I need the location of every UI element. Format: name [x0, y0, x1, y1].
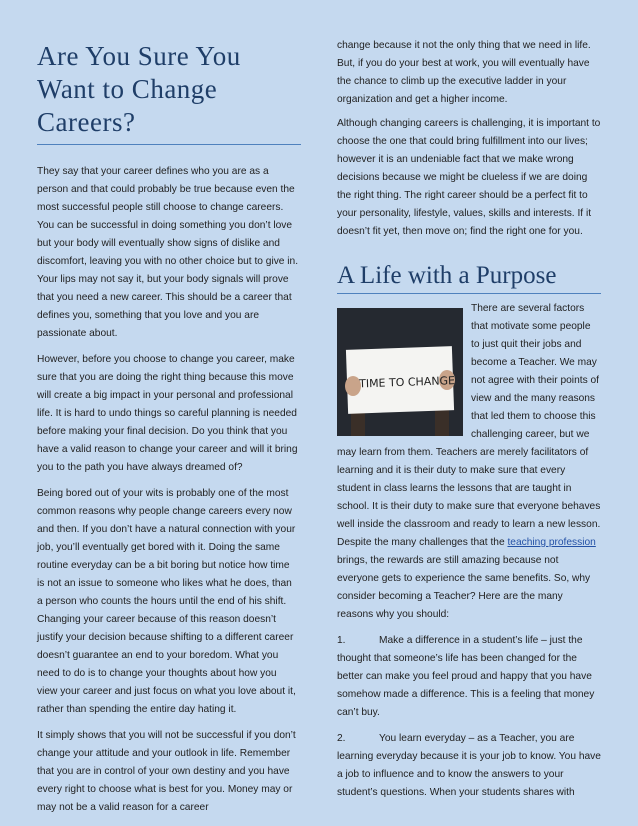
purpose-paragraph	[337, 300, 601, 624]
section-rule	[337, 293, 601, 294]
sign-text: TIME TO CHANGE	[358, 374, 456, 391]
paragraph: However, before you choose to change you career, make sure that you are doing the right thing because this move will create a big impact in your personal and professional life. It is hard to undo things so careful planning is needed before making your final decision. Do you think that you have a valid reason to change your career and will it bring you to the path you have always dreamed of?	[37, 354, 298, 473]
list-number: 1.	[337, 635, 346, 646]
right-column	[337, 37, 601, 808]
paragraph: Being bored out of your wits is probably one of the most common reasons why people change careers every now and then. If you don’t have a natural connection with your job, you’ll eventually get bored with it. Doing the same routine everyday can be a bit boring but notice how time is not an issue to someone who likes what he does, than a person who counts the hours until the end of his shift. Changing your career because of this reason doesn’t justify your decision because shifting to a different career doesn’t guarantee an end to your boredom. What you need to do is to change your thoughts about how you view your career and just focus on what you love about it, rather than spending the entire day hating it.	[37, 488, 296, 715]
paragraph: They say that your career defines who you are as a person and that could probably be true because even the most successful people still choose to change careers. You can be successful in doing something you don’t love but your body will eventually show signs of dislike and discomfort, leaving you with no other choice but to give in. Your lips may not say it, but your body signals will prove that you need a new career. This should be a career that defines you, something that you love and you are passionate about.	[37, 166, 299, 339]
paragraph: change because it not the only thing that we need in life. But, if you do your best at work, you will eventually have the chance to climb up the executive ladder in your organization and get a higher income.	[337, 40, 591, 105]
purpose-intro-after: brings, the rewards are still amazing because not everyone gets to experience the same benefits. So, why consider becoming a Teacher? Here are the many reasons why you should:	[337, 555, 591, 620]
left-column	[37, 40, 299, 817]
paragraph: Although changing careers is challenging, it is important to choose the one that could bring fulfillment into our lives; however it is an undeniable fact that we make wrong decisions because we might be clueless if we are doing the right thing. The right career should be a perfect fit to your personality, lifestyle, values, skills and interests. If it doesn’t fit yet, then move on; find the right one for you.	[337, 118, 601, 237]
paragraph: It simply shows that you will not be successful if you don’t change your attitude and your outlook in life. Remember that you are in control of your own destiny and you have every right to choose what is best for you. Money may or may not be a valid reason for a career	[37, 730, 296, 813]
teaching-profession-link[interactable]: teaching profession	[507, 537, 596, 548]
time-to-change-photo	[337, 308, 463, 436]
list-text: Make a difference in a student’s life – just the thought that someone’s life has been changed for the better can make you feel proud and happy that you have somehow made a difference. This is a feeling that money can’t buy.	[337, 635, 595, 718]
list-item	[337, 730, 601, 802]
purpose-intro-before: There are several factors that motivate some people to just quit their jobs and become a Teacher. We may not agree with their points of view and the many reasons that led them to choose this challenging career, but we may learn from them. Teachers are merely facilitators of learning and it is their duty to make sure that every student in class learns the lessons that are taught in school. It is their duty to make sure that everyone behaves well inside the classroom and ready to learn a new lesson. Despite the many challenges that the	[337, 303, 601, 548]
list-number: 2.	[337, 733, 346, 744]
list-item	[337, 632, 601, 722]
article-title: Are You Sure You Want to Change Careers?	[37, 41, 241, 137]
list-text: You learn everyday – as a Teacher, you are learning everyday because it is your job to know. You have a job to influence and to know the answers to your student’s questions. When your students shares with	[337, 733, 601, 798]
section-title: A Life with a Purpose	[337, 262, 557, 289]
title-rule	[37, 144, 301, 145]
